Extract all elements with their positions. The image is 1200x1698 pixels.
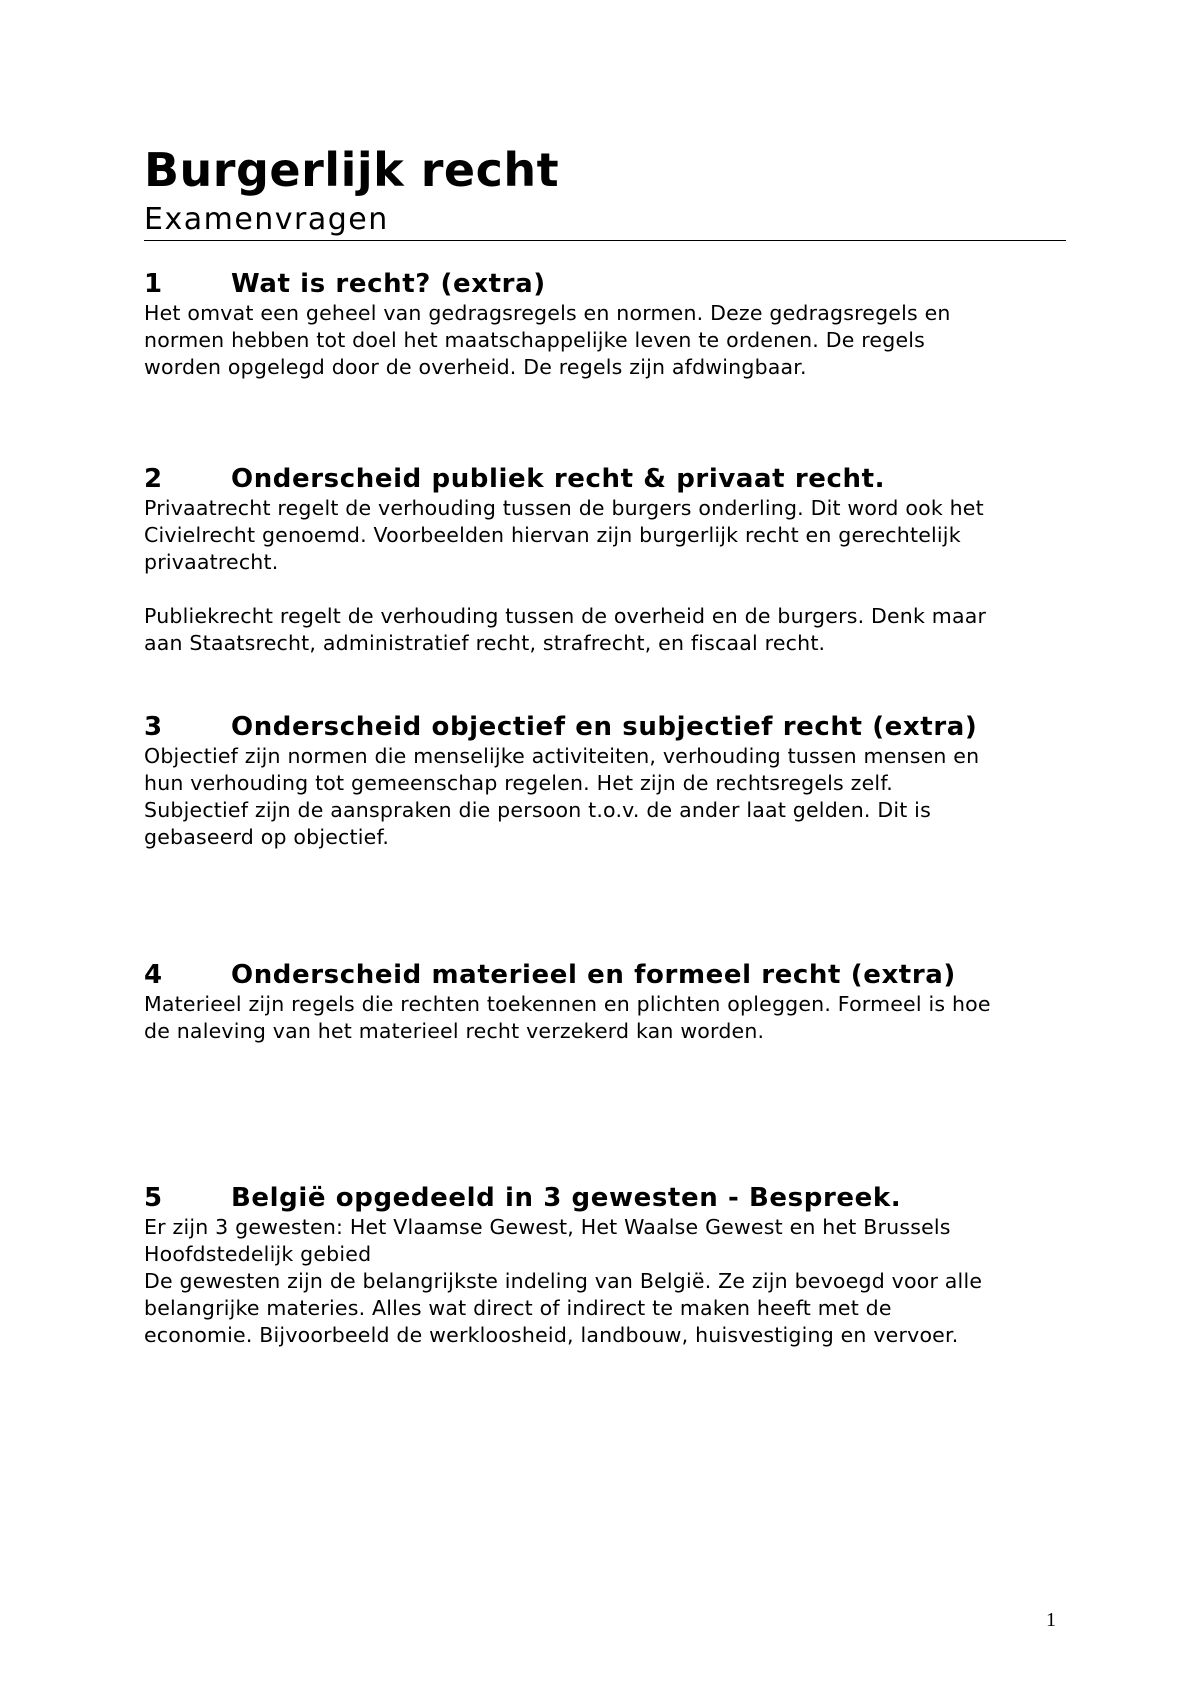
text-line: Subjectief zijn de aanspraken die persoon t.o.v. de ander laat gelden. Dit is — [144, 798, 931, 822]
text-line: Het omvat een geheel van gedragsregels en normen. Deze gedragsregels en — [144, 301, 951, 325]
text-line: Materieel zijn regels die rechten toekennen en plichten opleggen. Formeel is hoe — [144, 992, 991, 1016]
section-number: 2 — [144, 464, 163, 494]
section-body — [144, 300, 1069, 381]
text-line: De gewesten zijn de belangrijkste indeling van België. Ze zijn bevoegd voor alle — [144, 1269, 983, 1293]
text-line: Publiekrecht regelt de verhouding tussen de overheid en de burgers. Denk maar — [144, 604, 987, 628]
text-line: economie. Bijvoorbeeld de werkloosheid, landbouw, huisvestiging en vervoer. — [144, 1323, 959, 1347]
paragraph — [144, 495, 1069, 576]
section-heading — [144, 711, 1069, 743]
text-line: belangrijke materies. Alles wat direct of indirect te maken heeft met de — [144, 1296, 892, 1320]
text-line: Civielrecht genoemd. Voorbeelden hiervan zijn burgerlijk recht en gerechtelijk — [144, 523, 961, 547]
document-title: Burgerlijk recht — [144, 143, 560, 197]
paragraph — [144, 300, 1069, 381]
page-number: 1 — [1046, 1609, 1056, 1631]
document-subtitle: Examenvragen — [144, 202, 389, 237]
section-heading — [144, 463, 1069, 495]
text-line: hun verhouding tot gemeenschap regelen. Het zijn de rechtsregels zelf. — [144, 771, 893, 795]
text-line: Objectief zijn normen die menselijke activiteiten, verhouding tussen mensen en — [144, 744, 980, 768]
section-body — [144, 743, 1069, 851]
section-body — [144, 991, 1069, 1045]
section-heading — [144, 1182, 1069, 1214]
title-underline-divider — [144, 240, 1066, 241]
paragraph — [144, 1214, 1069, 1349]
paragraph — [144, 743, 1069, 851]
section-1 — [144, 268, 1069, 381]
section-4 — [144, 959, 1069, 1045]
section-5 — [144, 1182, 1069, 1349]
section-number: 1 — [144, 269, 163, 299]
section-title: Onderscheid materieel en formeel recht (extra) — [231, 960, 956, 990]
section-number: 3 — [144, 712, 163, 742]
text-line: Er zijn 3 gewesten: Het Vlaamse Gewest, Het Waalse Gewest en het Brussels — [144, 1215, 951, 1239]
text-line: Privaatrecht regelt de verhouding tussen de burgers onderling. Dit word ook het — [144, 496, 984, 520]
section-2 — [144, 463, 1069, 657]
section-number: 5 — [144, 1183, 163, 1213]
text-line: worden opgelegd door de overheid. De regels zijn afdwingbaar. — [144, 355, 807, 379]
section-body — [144, 1214, 1069, 1349]
section-title: Onderscheid objectief en subjectief recht (extra) — [231, 712, 978, 742]
text-line: Hoofdstedelijk gebied — [144, 1242, 372, 1266]
text-line: gebaseerd op objectief. — [144, 825, 390, 849]
section-title: België opgedeeld in 3 gewesten - Bespreek. — [231, 1183, 902, 1213]
paragraph — [144, 991, 1069, 1045]
text-line: normen hebben tot doel het maatschappelijke leven te ordenen. De regels — [144, 328, 926, 352]
section-title: Onderscheid publiek recht & privaat recht. — [231, 464, 886, 494]
section-heading — [144, 959, 1069, 991]
paragraph — [144, 603, 1069, 657]
text-line: de naleving van het materieel recht verzekerd kan worden. — [144, 1019, 765, 1043]
section-heading — [144, 268, 1069, 300]
section-body — [144, 495, 1069, 657]
text-line: privaatrecht. — [144, 550, 279, 574]
section-3 — [144, 711, 1069, 851]
section-title: Wat is recht? (extra) — [231, 269, 546, 299]
text-line: aan Staatsrecht, administratief recht, strafrecht, en fiscaal recht. — [144, 631, 826, 655]
section-number: 4 — [144, 960, 163, 990]
